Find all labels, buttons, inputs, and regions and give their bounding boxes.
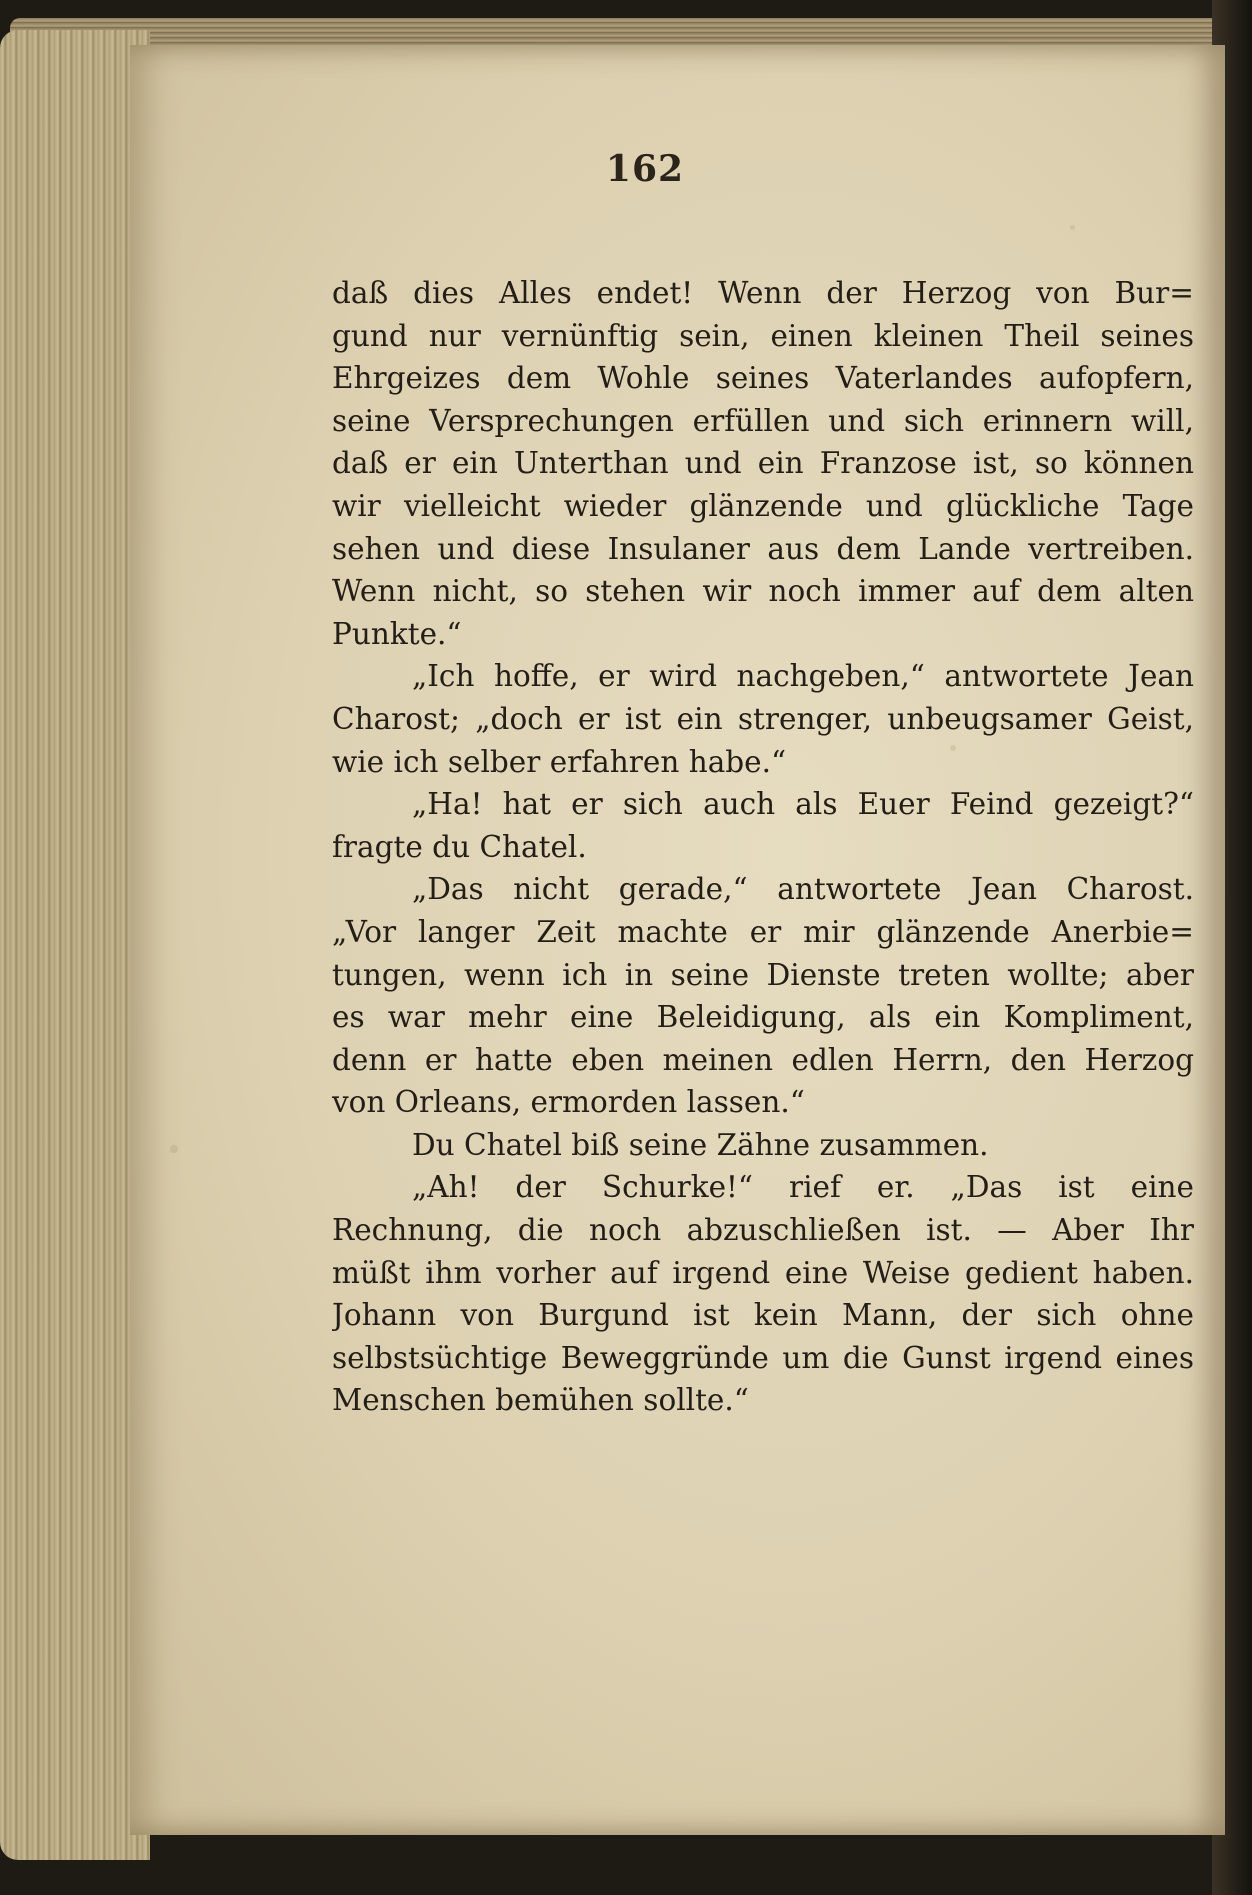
text-line: „Ich hoffe, er wird nachgeben,“ antwortete Jean (412, 659, 1194, 694)
text-line: seine Versprechungen erfüllen und sich erinnern will, (332, 403, 1194, 438)
text-line: gund nur vernünftig sein, einen kleinen Theil seines (332, 318, 1194, 353)
foxing-spot (170, 1145, 178, 1153)
text-line: Charost; „doch er ist ein strenger, unbeugsamer Geist, (332, 701, 1194, 736)
text-line: Punkte.“ (332, 616, 462, 651)
text-line: daß er ein Unterthan und ein Franzose ist, so können (332, 446, 1194, 481)
text-line: „Das nicht gerade,“ antwortete Jean Charost. (412, 872, 1194, 907)
text-line: Rechnung, die noch abzuschließen ist. — Aber Ihr (332, 1213, 1194, 1248)
text-line: tungen, wenn ich in seine Dienste treten wollte; aber (332, 957, 1194, 992)
text-line: müßt ihm vorher auf irgend eine Weise gedient haben. (332, 1255, 1194, 1290)
text-line: daß dies Alles endet! Wenn der Herzog von Bur= (332, 276, 1194, 310)
text-line: sehen und diese Insulaner aus dem Lande vertreiben. (332, 531, 1194, 566)
text-line: von Orleans, ermorden lassen.“ (332, 1085, 805, 1120)
text-line: denn er hatte eben meinen edlen Herrn, den Herzog (332, 1042, 1194, 1077)
text-line: Johann von Burgund ist kein Mann, der sich ohne (332, 1298, 1194, 1333)
page-edges-left (0, 30, 150, 1860)
text-line: „Ah! der Schurke!“ rief er. „Das ist eine (412, 1170, 1194, 1205)
text-line: „Ha! hat er sich auch als Euer Feind gezeigt?“ (412, 787, 1194, 822)
text-line: Du Chatel biß seine Zähne zusammen. (412, 1127, 989, 1162)
page-number: 162 (605, 148, 685, 190)
text-line: es war mehr eine Beleidigung, als ein Kompliment, (332, 1000, 1194, 1035)
text-line: „Vor langer Zeit machte er mir glänzende Anerbie= (332, 914, 1194, 949)
text-line: wir vielleicht wieder glänzende und glückliche Tage (332, 488, 1194, 523)
foxing-spot (1070, 225, 1075, 230)
text-line: Menschen bemühen sollte.“ (332, 1383, 749, 1418)
text-line: Ehrgeizes dem Wohle seines Vaterlandes aufopfern, (332, 361, 1194, 396)
body-text (332, 272, 1194, 1422)
text-line: Wenn nicht, so stehen wir noch immer auf dem alten (332, 574, 1194, 609)
text-line: wie ich selber erfahren habe.“ (332, 744, 787, 779)
text-line: selbstsüchtige Beweggründe um die Gunst irgend eines (332, 1340, 1194, 1375)
text-line: fragte du Chatel. (332, 829, 587, 864)
